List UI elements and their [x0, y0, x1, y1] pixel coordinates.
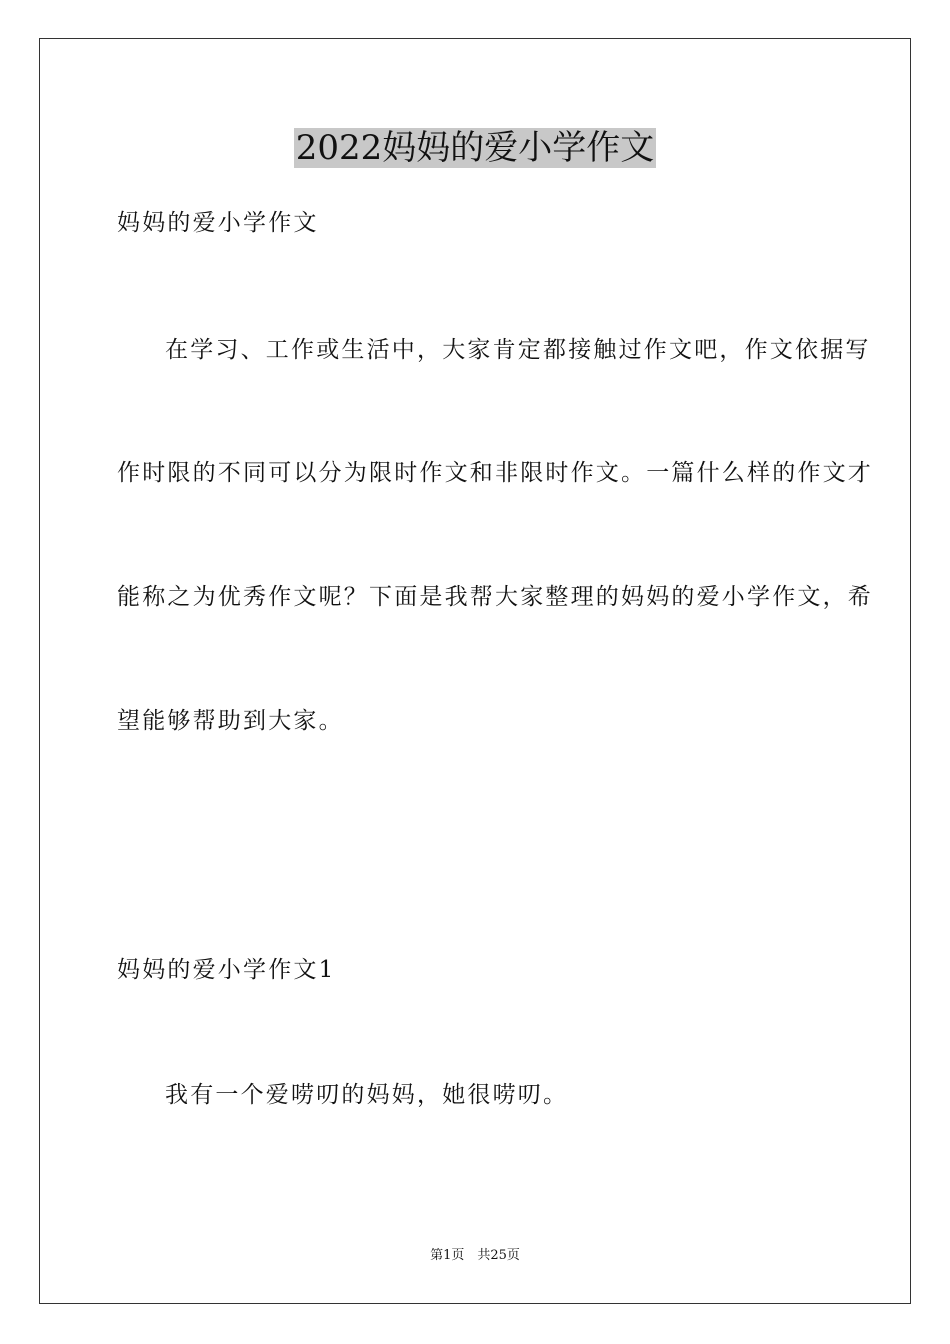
intro-line-2: 作时限的不同可以分为限时作文和非限时作文。一篇什么样的作文才: [117, 460, 873, 486]
document-subtitle: 妈妈的爱小学作文: [117, 210, 319, 236]
body-line-1: 我有一个爱唠叨的妈妈，她很唠叨。: [165, 1082, 569, 1108]
document-title: [0, 126, 950, 170]
document-title-text: 2022妈妈的爱小学作文: [295, 128, 655, 168]
intro-line-3: 能称之为优秀作文呢？下面是我帮大家整理的妈妈的爱小学作文，希: [117, 584, 873, 610]
intro-line-4: 望能够帮助到大家。: [117, 708, 344, 734]
page-footer: 第1页 共25页: [430, 1248, 520, 1263]
intro-line-1: 在学习、工作或生活中，大家肯定都接触过作文吧，作文依据写: [165, 337, 871, 363]
section-heading: 妈妈的爱小学作文1: [117, 957, 336, 983]
